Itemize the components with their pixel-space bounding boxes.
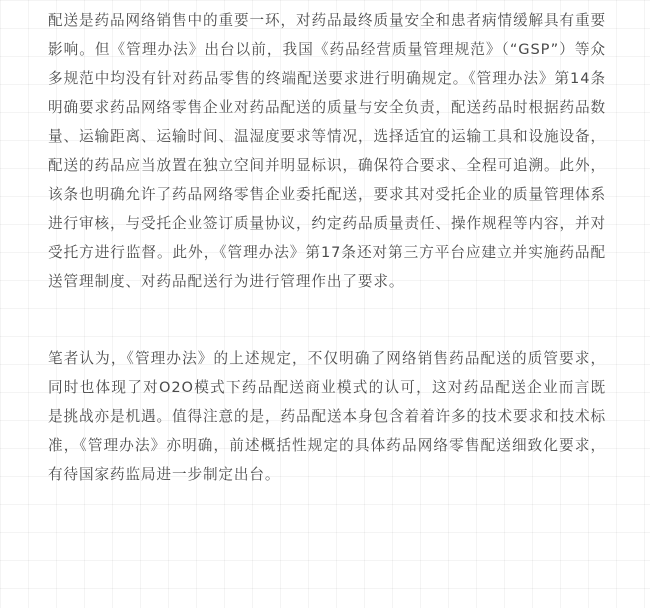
paragraph-delivery-rules: 配送是药品网络销售中的重要一环，对药品最终质量安全和患者病情缓解具有重要影响。但《管理办法》出台以前，我国《药品经营质量管理规范》（“GSP”）等众多规范中均没有针对药品零售的终端配送要求进行明确规定。《管理办法》第14条明确要求药品网络零售企业对药品配送的质量与安全负责，配送药品时根据药品数量、运输距离、运输时间、温湿度要求等情况，选择适宜的运输工具和设施设备，配送的药品应当放置在独立空间并明显标识，确保符合要求、全程可追溯。此外，该条也明确允许了药品网络零售企业委托配送，要求其对受托企业的质量管理体系进行审核，与受托企业签订质量协议，约定药品质量责任、操作规程等内容，并对受托方进行监督。此外，《管理办法》第17条还对第三方平台应建立并实施药品配送管理制度、对药品配送行为进行管理作出了要求。 [48,12,606,290]
paragraph-author-opinion: 笔者认为，《管理办法》的上述规定，不仅明确了网络销售药品配送的质管要求，同时也体现了对O2O模式下药品配送商业模式的认可，这对药品配送企业而言既是挑战亦是机遇。值得注意的是，药品配送本身包含着着许多的技术要求和技术标准，《管理办法》亦明确，前述概括性规定的具体药品网络零售配送细致化要求，有待国家药监局进一步制定出台。 [48,350,606,483]
article-body [48,6,606,489]
